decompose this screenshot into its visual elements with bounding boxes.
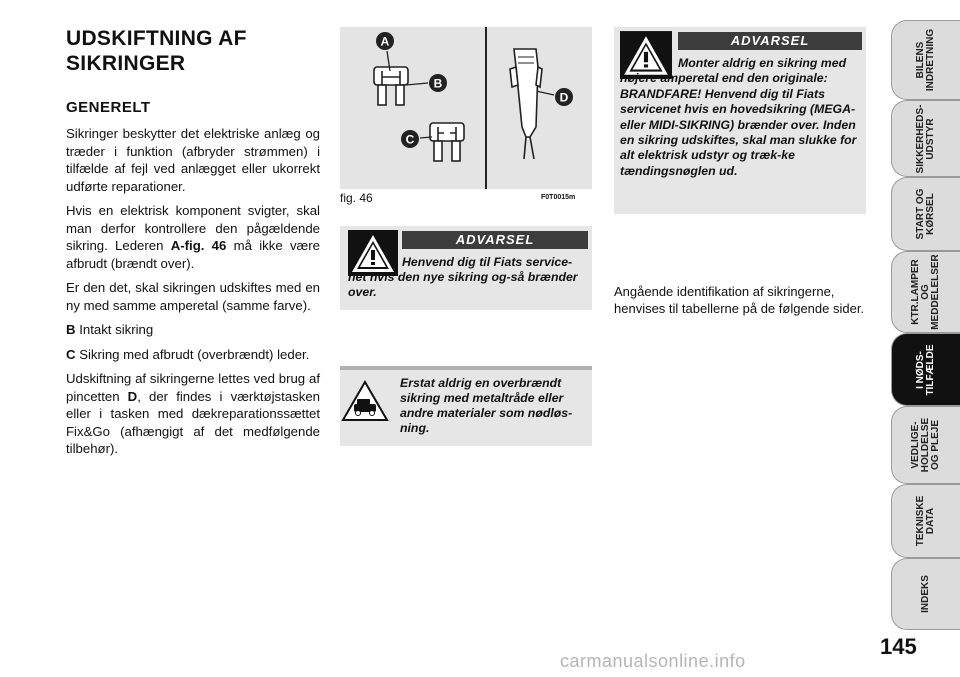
svg-text:A: A (380, 34, 390, 49)
body-text (66, 125, 320, 465)
tab-indeks[interactable]: INDEKS (891, 558, 960, 630)
warning-box-amperage (614, 27, 866, 214)
paragraph-2: Hvis en elektrisk komponent svigter, skal man derfor kontrollere den pågældende sikring. Lederen A-fig. 46 må ikke være afbrudt (brændt over). (66, 203, 320, 271)
paragraph-3: Er den det, skal sikringen udskiftes med en ny med samme amperetal (samme farve). (66, 280, 320, 313)
tab-bilens-indretning[interactable]: BILENS INDRETNING (891, 20, 960, 100)
reference-text: Angående identifikation af sikringerne, henvises til tabellerne på de følgende sider. (614, 284, 865, 316)
tab-sikkerhedsudstyr[interactable]: SIKKERHEDS- UDSTYR (891, 100, 960, 177)
figure-code: F0T0015m (541, 194, 576, 201)
label-a-badge (376, 32, 394, 50)
fuse-illustration (340, 27, 592, 189)
label-d-badge (555, 88, 573, 106)
figure-divider (485, 27, 487, 189)
tab-tekniske-data[interactable]: TEKNISKE DATA (891, 484, 960, 558)
intact-fuse (374, 67, 408, 105)
figure-reference: A-fig. 46 (170, 238, 227, 253)
page-title: UDSKIFTNING AF SIKRINGER (66, 27, 247, 75)
section-heading: GENERELT (66, 99, 151, 116)
label-c-badge (401, 130, 419, 148)
tab-vedligeholdelse[interactable]: VEDLIGE- HOLDELSE OG PLEJE (891, 406, 960, 484)
legend-c: C Sikring med afbrudt (overbrændt) leder. (66, 346, 310, 362)
car-caution-icon (340, 378, 390, 424)
fuse-tweezers (510, 49, 542, 159)
tab-ktr-lamper[interactable]: KTR.LAMPER OG MEDDELELSER (891, 251, 960, 333)
watermark: carmanualsonline.info (560, 651, 746, 671)
warning-text: Monter aldrig en sikring med højere amperetal end den originale: BRANDFARE! Henvend dig til Fiats servicenet hvis en hovedsikring (MEGA- eller MIDI-SIKRING) brænder over. Inden en sikring udskiftes, skal man slukke for alt elektrisk udstyr og træk-ke tændingsnøglen ud. (620, 56, 857, 178)
warning-header: ADVARSEL (678, 32, 862, 50)
warning-box-metal-wire (340, 366, 592, 446)
warning-box-fuse-repeat (340, 226, 592, 310)
tab-start-og-korsel[interactable]: START OG KØRSEL (891, 177, 960, 251)
paragraph-1: Sikringer beskytter det elektriske anlæg og træder i funktion (afbryder strømmen) i tilfælde af fejl ved anlægget eller ukorrekt udførte reparationer. (66, 126, 320, 194)
svg-text:C: C (405, 132, 415, 147)
label-b-badge (429, 74, 447, 92)
page-number: 145 (880, 634, 917, 659)
svg-text:D: D (559, 90, 569, 105)
svg-text:B: B (433, 76, 443, 91)
legend-b: B Intakt sikring (66, 322, 154, 337)
box-top-rule (340, 366, 592, 370)
fuse-figure (340, 27, 592, 189)
paragraph-6: Udskiftning af sikringerne lettes ved brug af pincetten D, der findes i værktøjstasken eller i tasken med dækreparationssættet Fix&Go (afhængigt af det medfølgende tilbehør). (66, 371, 321, 456)
warning-text: Henvend dig til Fiats service-net hvis den nye sikring og-så brænder over. (348, 255, 578, 299)
tab-i-nodstilfaelde[interactable]: I NØDS- TILFÆLDE (891, 333, 960, 406)
figure-caption: fig. 46 (340, 191, 373, 205)
warning-header: ADVARSEL (402, 231, 588, 249)
blown-fuse (430, 123, 464, 161)
note-text: Erstat aldrig en overbrændt sikring med metaltråde eller andre materialer som nødløs-ning. (400, 376, 573, 435)
